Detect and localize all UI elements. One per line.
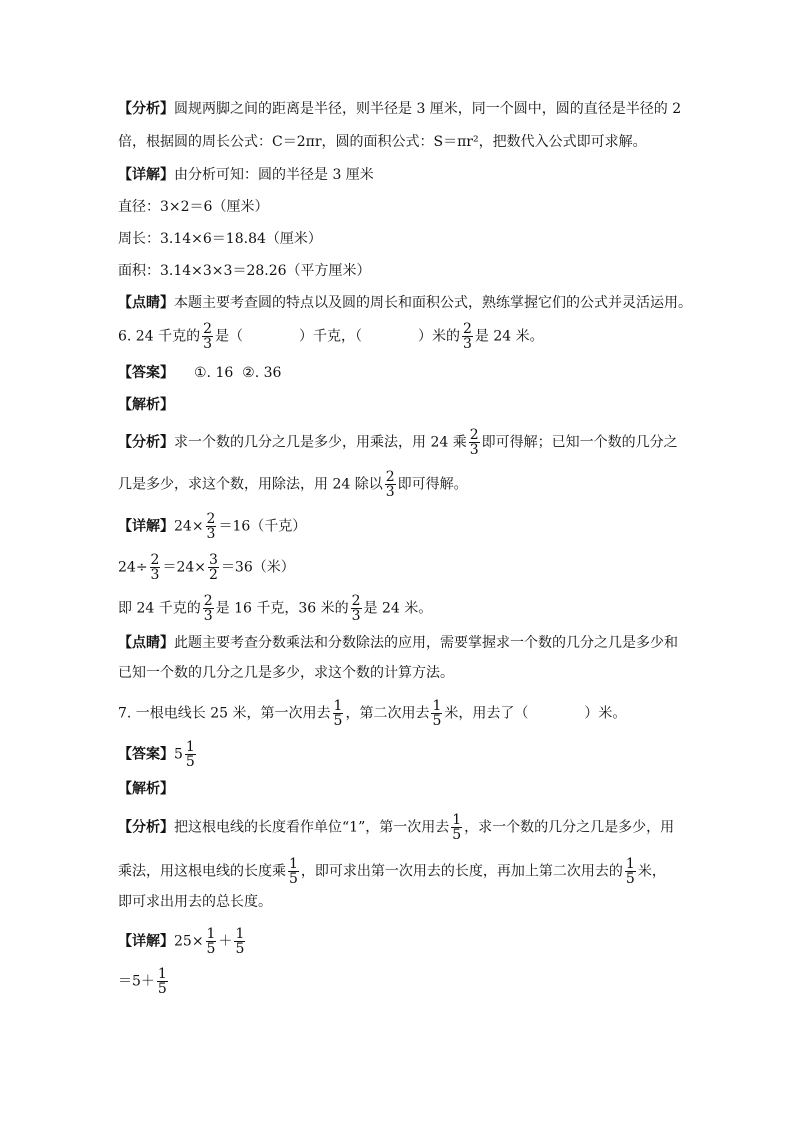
q5-analysis-line-2	[118, 131, 647, 153]
q5-detail-line-3	[118, 228, 322, 250]
q6-comment-text-1: 此题主要考查分数乘法和分数除法的应用，需要掌握求一个数的几分之几是多少和	[174, 635, 678, 651]
jiexi-tag: 【解析】	[118, 781, 174, 797]
q5-detail-text-1: 由分析可知：圆的半径是 3 厘米	[174, 167, 374, 183]
q5-comment-text: 本题主要考查圆的特点以及圆的周长和面积公式，熟练掌握它们的公式并灵活运用。	[174, 295, 692, 311]
q5-perimeter-calc: 周长：3.14×6＝18.84（厘米）	[118, 231, 322, 247]
q6-analysis-text-2b: 即可得解。	[397, 476, 468, 493]
q7-answer-whole: 5	[174, 746, 183, 763]
q7-question-c: 米，用去了（	[444, 705, 529, 722]
q6-question-e: 是 24 米。	[474, 328, 544, 345]
analysis-tag: 【分析】	[118, 101, 174, 117]
q7-answer-line	[118, 740, 198, 769]
q7-detail-text-2a: ＝5＋	[118, 973, 155, 990]
q6-comment-line-2	[118, 662, 454, 684]
answer-tag: 【答案】	[118, 365, 174, 381]
q5-detail-line-2	[118, 196, 268, 218]
fraction-one-fifth: $\frac{1}{5}$	[625, 856, 635, 887]
fraction-one-fifth: $\frac{1}{5}$	[206, 926, 216, 957]
fraction-two-thirds: $\frac{2}{3}$	[351, 593, 361, 624]
q5-analysis-line-1	[118, 98, 681, 120]
detail-tag: 【详解】	[118, 933, 174, 950]
comment-tag: 【点睛】	[118, 295, 174, 311]
analysis-tag: 【分析】	[118, 434, 174, 451]
q7-detail-text-1b: ＋	[218, 933, 233, 950]
q6-detail-text-3a: 即 24 千克的	[118, 600, 201, 617]
comment-tag: 【点睛】	[118, 635, 174, 651]
q6-analysis-line-2	[118, 470, 468, 499]
q6-detail-text-1a: 24×	[174, 518, 204, 535]
q7-analysis-text-1a: 把这根电线的长度看作单位“1”，第一次用去	[174, 819, 450, 836]
q7-analysis-text-2b: ，即可求出第一次用去的长度，再加上第二次用去的	[300, 863, 623, 880]
q6-answer-line	[118, 362, 281, 384]
fraction-two-thirds: $\frac{2}{3}$	[463, 321, 472, 352]
q7-jiexi-line	[118, 778, 174, 800]
fraction-two-thirds: $\frac{2}{3}$	[203, 321, 212, 352]
q6-detail-line-1	[118, 512, 306, 541]
q6-comment-line-1	[118, 632, 678, 654]
q7-detail-line-1	[118, 927, 247, 956]
q7-question-b: ，第二次用去	[345, 705, 430, 722]
q7-question-d: ）米。	[584, 705, 627, 722]
q5-area-calc: 面积：3.14×3×3＝28.26（平方厘米）	[118, 263, 371, 279]
q6-detail-text-3c: 是 24 米。	[363, 600, 433, 617]
q5-comment-line	[118, 292, 692, 314]
q7-question-line	[118, 699, 626, 728]
q7-detail-line-2	[118, 967, 170, 996]
fraction-one-fifth: $\frac{1}{5}$	[432, 698, 442, 729]
fraction-three-halves: $\frac{3}{2}$	[209, 552, 218, 583]
q5-detail-line-4	[118, 260, 371, 282]
q7-detail-text-1a: 25×	[174, 933, 204, 950]
fraction-two-thirds: $\frac{2}{3}$	[206, 511, 216, 542]
fraction-one-fifth: $\frac{1}{5}$	[185, 739, 195, 770]
q5-analysis-text-1: 圆规两脚之间的距离是半径，则半径是 3 厘米，同一个圆中，圆的直径是半径的 2	[174, 101, 682, 117]
fraction-one-fifth: $\frac{1}{5}$	[452, 812, 462, 843]
q6-detail-text-2b: ＝24×	[162, 559, 207, 576]
q6-detail-text-1b: ＝16（千克）	[218, 518, 307, 535]
q5-diameter-calc: 直径：3×2＝6（厘米）	[118, 199, 269, 215]
detail-tag: 【详解】	[118, 167, 174, 183]
q6-detail-text-2a: 24÷	[118, 559, 148, 576]
fraction-one-fifth: $\frac{1}{5}$	[289, 856, 298, 887]
q6-analysis-text-1b: 即可得解；已知一个数的几分之	[481, 434, 678, 451]
jiexi-tag: 【解析】	[118, 397, 174, 413]
q6-question-c: ）千克，（	[299, 328, 362, 345]
answer-tag: 【答案】	[118, 746, 174, 763]
q6-jiexi-line	[118, 394, 174, 416]
detail-tag: 【详解】	[118, 518, 174, 535]
q6-question-d: ）米的	[418, 328, 460, 345]
q6-question-b: 是（	[215, 328, 243, 345]
q6-answer-text: ①. 16 ②. 36	[194, 365, 282, 381]
fraction-one-fifth: $\frac{1}{5}$	[235, 926, 245, 957]
q6-detail-text-2c: ＝36（米）	[220, 559, 295, 576]
q7-analysis-text-3: 即可求出用去的总长度。	[118, 894, 272, 910]
q7-analysis-line-2	[118, 857, 666, 886]
fraction-two-thirds: $\frac{2}{3}$	[203, 593, 213, 624]
fraction-one-fifth: $\frac{1}{5}$	[157, 966, 167, 997]
q6-detail-text-3b: 是 16 千克，36 米的	[215, 600, 349, 617]
q6-comment-text-2: 已知一个数的几分之几是多少，求这个数的计算方法。	[118, 665, 454, 681]
q7-analysis-line-3	[118, 891, 272, 913]
q6-analysis-line-1	[118, 428, 678, 457]
q7-analysis-line-1	[118, 813, 674, 842]
q5-analysis-text-2: 倍，根据圆的周长公式：C＝2πr，圆的面积公式：S＝πr²，把数代入公式即可求解。	[118, 134, 647, 150]
q6-detail-line-3	[118, 594, 432, 623]
q6-analysis-text-1a: 求一个数的几分之几是多少，用乘法，用 24 乘	[174, 434, 467, 451]
fraction-two-thirds: $\frac{2}{3}$	[385, 469, 395, 500]
fraction-two-thirds: $\frac{2}{3}$	[150, 552, 160, 583]
q7-analysis-text-1b: ，求一个数的几分之几是多少，用	[464, 819, 675, 836]
q6-question-a: 6. 24 千克的	[118, 328, 201, 345]
q5-detail-line-1	[118, 164, 374, 186]
fraction-two-thirds: $\frac{2}{3}$	[469, 427, 479, 458]
q7-question-a: 7. 一根电线长 25 米，第一次用去	[118, 705, 331, 722]
q6-analysis-text-2a: 几是多少，求这个数，用除法，用 24 除以	[118, 476, 383, 493]
analysis-tag: 【分析】	[118, 819, 174, 836]
q7-analysis-text-2c: 米，	[637, 863, 666, 880]
q6-question-line	[118, 322, 544, 351]
fraction-one-fifth: $\frac{1}{5}$	[333, 698, 343, 729]
q6-detail-line-2	[118, 553, 295, 582]
q7-analysis-text-2a: 乘法，用这根电线的长度乘	[118, 863, 286, 880]
